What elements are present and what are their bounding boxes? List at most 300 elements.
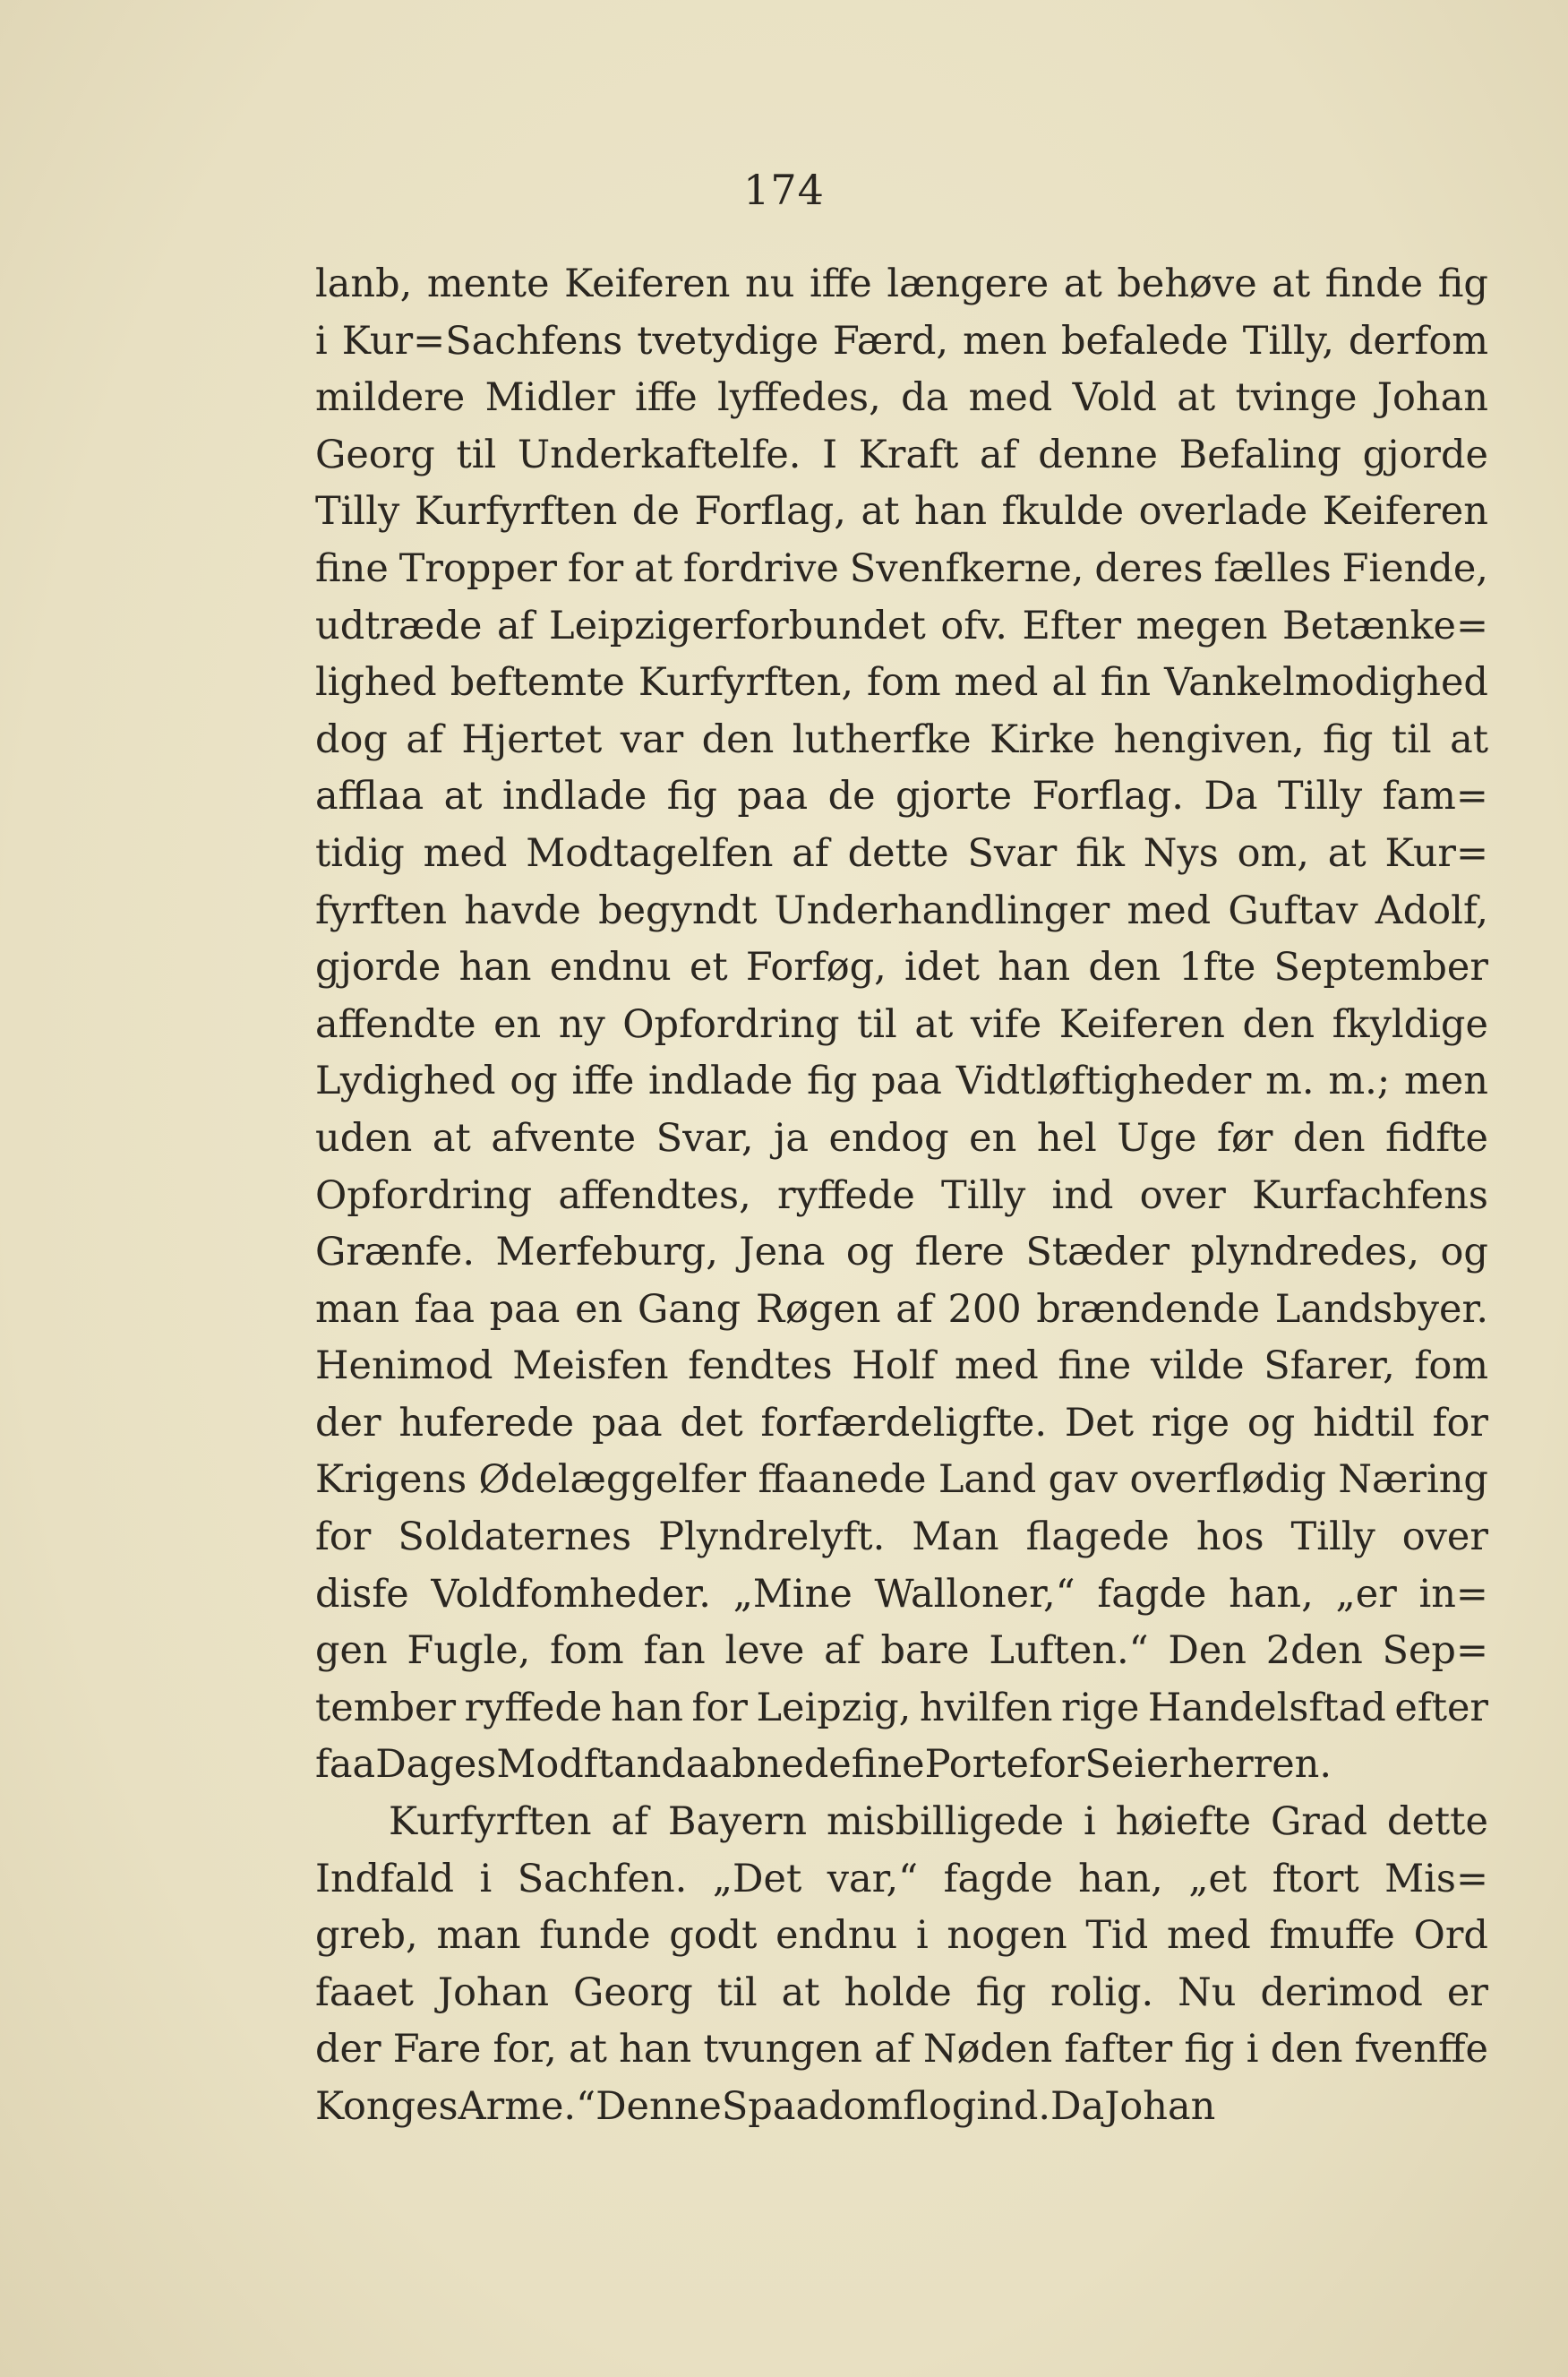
word: faa: [315, 1742, 376, 1788]
word: Forflag,: [694, 489, 846, 535]
word: over: [1401, 1515, 1488, 1560]
word: at: [1272, 262, 1311, 306]
word: et: [689, 945, 728, 991]
text-line: [315, 1111, 1488, 1168]
word: tember: [315, 1685, 457, 1730]
word: ffaanede: [758, 1457, 927, 1503]
word: fig: [1437, 262, 1488, 306]
word: Det: [1064, 1400, 1135, 1446]
word: gav: [1048, 1457, 1118, 1503]
word: hidtil: [1313, 1400, 1415, 1446]
word: Bayern: [667, 1799, 808, 1845]
word: Johan: [1104, 2084, 1216, 2129]
word: fine: [851, 1742, 925, 1788]
text-line: [315, 1452, 1488, 1509]
word: hos: [1195, 1515, 1264, 1560]
word: Tilly: [315, 489, 400, 535]
word: Færd,: [833, 318, 949, 364]
word: disfe: [315, 1571, 409, 1617]
word: Fiende,: [1341, 545, 1488, 591]
word: Kurfachfens: [1252, 1172, 1488, 1218]
word: Walloner,“: [874, 1571, 1075, 1617]
word: Uge: [1117, 1115, 1197, 1161]
word: hvilfen: [919, 1685, 1053, 1730]
word: han,: [1229, 1571, 1314, 1617]
word: m.: [1265, 1059, 1315, 1104]
word: Befaling: [1178, 432, 1341, 477]
word: for: [315, 1515, 372, 1560]
word: fik: [1075, 830, 1125, 876]
word: 2den: [1265, 1628, 1363, 1674]
word: det: [680, 1400, 743, 1446]
word: de: [827, 774, 876, 820]
word: fagde: [1097, 1571, 1207, 1617]
word: „et: [1188, 1856, 1247, 1901]
word: aabnede: [685, 1742, 852, 1788]
word: med: [1127, 888, 1212, 933]
word: og: [1247, 1400, 1296, 1446]
word: overflødig: [1129, 1457, 1327, 1503]
word: at: [861, 489, 900, 535]
word: ind.: [976, 2084, 1051, 2129]
word: flog: [903, 2084, 977, 2129]
word: Kurfyrften: [414, 489, 618, 535]
word: Georg: [315, 432, 435, 477]
word: Næring: [1338, 1457, 1488, 1503]
word: gjorde: [315, 945, 441, 991]
word: godt: [669, 1913, 758, 1959]
word: flere: [914, 1230, 1005, 1275]
word: fom: [867, 660, 941, 706]
word: bare: [880, 1628, 970, 1674]
word: han: [619, 2027, 692, 2072]
word: med: [954, 660, 1039, 706]
word: havde: [464, 888, 581, 933]
word: for,: [493, 2027, 557, 2072]
word: Fare: [392, 2027, 482, 2072]
word: af: [496, 603, 535, 648]
word: finde: [1324, 262, 1424, 306]
word: funde: [539, 1913, 651, 1959]
text-line: [315, 1224, 1488, 1282]
word: han,: [1078, 1856, 1163, 1901]
word: hel: [1036, 1115, 1097, 1161]
word: Sep=: [1382, 1628, 1488, 1674]
word: fine: [315, 545, 389, 591]
word: var: [620, 717, 684, 762]
word: megen: [1135, 603, 1268, 648]
word: fig: [1184, 2027, 1235, 2072]
word: i: [315, 318, 328, 364]
word: Georg: [573, 1969, 693, 2015]
word: om,: [1237, 830, 1309, 876]
word: med: [968, 375, 1053, 421]
word: rige: [1151, 1400, 1230, 1446]
word: Landsbyer.: [1274, 1286, 1488, 1332]
word: af: [406, 717, 443, 762]
word: efter: [1394, 1685, 1488, 1730]
word: i: [1083, 1799, 1096, 1845]
word: Leipzigerforbundet: [549, 603, 926, 648]
word: 200: [947, 1286, 1022, 1332]
word: flagede: [1025, 1515, 1170, 1560]
text-line: [315, 1282, 1488, 1339]
word: Jena: [739, 1230, 826, 1275]
word: Kirke: [990, 717, 1096, 762]
word: Vold: [1072, 375, 1157, 421]
word: lighed: [315, 660, 437, 706]
word: men: [1404, 1059, 1488, 1104]
word: ofv.: [940, 603, 1007, 648]
word: Tropper: [398, 545, 557, 591]
text-line: [315, 1794, 1488, 1851]
word: September: [1273, 945, 1488, 991]
text-line: [315, 768, 1488, 826]
word: Land: [938, 1457, 1037, 1503]
word: Den: [1168, 1628, 1247, 1674]
word: beftemte: [450, 660, 625, 706]
word: plyndredes,: [1190, 1230, 1420, 1275]
word: Sfarer,: [1264, 1343, 1395, 1389]
text-line: [315, 1566, 1488, 1624]
word: Man: [912, 1515, 999, 1560]
word: iffe: [571, 1059, 635, 1104]
word: Midler: [484, 375, 615, 421]
word: tvungen: [703, 2027, 863, 2072]
word: han: [458, 945, 532, 991]
word: Arme.“: [458, 2084, 596, 2129]
word: at: [1063, 262, 1102, 306]
text-line: [315, 541, 1488, 598]
word: paa: [871, 1059, 942, 1104]
word: til: [1391, 717, 1432, 762]
word: fordrive: [682, 545, 839, 591]
word: Vidtløftigheder: [955, 1059, 1252, 1104]
word: nu: [745, 262, 795, 306]
word: mente: [426, 262, 550, 306]
text-line: [315, 940, 1488, 997]
word: misbilligede: [827, 1799, 1065, 1845]
word: en: [575, 1286, 623, 1332]
word: Soldaternes: [398, 1515, 632, 1560]
word: leve: [724, 1628, 805, 1674]
word: Tilly: [941, 1172, 1026, 1218]
word: I: [822, 432, 838, 477]
word: fagde: [943, 1856, 1053, 1901]
word: lanb,: [315, 262, 413, 306]
text-line: [315, 655, 1488, 712]
word: Underhandlinger: [774, 888, 1110, 933]
text-line: [315, 1623, 1488, 1680]
word: Handelsftad: [1147, 1685, 1386, 1730]
word: forfærdeligfte.: [760, 1400, 1048, 1446]
text-line: [315, 1395, 1488, 1453]
text-line: [315, 2021, 1488, 2079]
word: Fugle,: [407, 1628, 531, 1674]
word: at: [432, 1115, 471, 1161]
word: at: [443, 774, 483, 820]
text-line: [315, 598, 1488, 656]
word: al: [1051, 660, 1087, 706]
word: Kur=: [1384, 830, 1488, 876]
text-line: [315, 826, 1488, 883]
word: Stæder: [1025, 1230, 1170, 1275]
word: at: [781, 1969, 820, 2015]
word: fom: [1414, 1343, 1488, 1389]
word: Nøden: [922, 2027, 1053, 2072]
word: lyffedes,: [717, 375, 881, 421]
word: fyrften: [315, 888, 448, 933]
word: Betænke=: [1282, 603, 1488, 648]
word: til: [456, 432, 497, 477]
word: og: [510, 1059, 558, 1104]
word: overlade: [1138, 489, 1308, 535]
word: Svar: [967, 830, 1058, 876]
word: Meisfen: [512, 1343, 669, 1389]
word: faaet: [315, 1969, 414, 2015]
word: Keiferen: [1058, 1001, 1225, 1047]
word: fan: [643, 1628, 706, 1674]
word: Tilly: [1290, 1515, 1375, 1560]
word: for: [567, 545, 624, 591]
word: i: [915, 1913, 929, 1959]
word: der: [315, 1400, 381, 1446]
word: fig: [1323, 717, 1374, 762]
word: Gang: [637, 1286, 741, 1332]
word: Johan: [1376, 375, 1488, 421]
word: den: [1270, 2027, 1343, 2072]
word: paa: [489, 1286, 561, 1332]
word: deres: [1094, 545, 1204, 591]
word: Lydighed: [315, 1059, 496, 1104]
word: Nu: [1178, 1969, 1237, 2015]
word: men: [963, 318, 1048, 364]
word: Denne: [595, 2084, 722, 2129]
word: at: [1450, 717, 1488, 762]
word: og: [845, 1230, 895, 1275]
word: Tilly,: [1242, 318, 1334, 364]
word: fidfte: [1385, 1115, 1488, 1161]
word: han: [610, 1685, 683, 1730]
word: da: [901, 375, 949, 421]
word: fafter: [1064, 2027, 1173, 2072]
word: at: [634, 545, 673, 591]
word: paa: [591, 1400, 663, 1446]
word: Efter: [1022, 603, 1122, 648]
word: man: [315, 1286, 400, 1332]
word: Seierherren.: [1084, 1742, 1332, 1788]
word: Vankelmodighed: [1164, 660, 1488, 706]
word: for: [1432, 1400, 1488, 1446]
word: med: [423, 830, 508, 876]
word: Johan: [437, 1969, 550, 2015]
word: Kur=Sachfens: [341, 318, 623, 364]
word: dette: [847, 830, 949, 876]
word: Røgen: [755, 1286, 881, 1332]
word: Forflag.: [1032, 774, 1184, 820]
word: uden: [315, 1115, 413, 1161]
word: af: [792, 830, 829, 876]
word: den: [701, 717, 775, 762]
word: og: [1440, 1230, 1488, 1275]
text-line: [315, 1737, 1488, 1794]
word: han: [914, 489, 988, 535]
word: fælles: [1213, 545, 1332, 591]
word: fmuffe: [1269, 1913, 1395, 1959]
text-line: [315, 427, 1488, 485]
word: befalede: [1061, 318, 1229, 364]
word: Tilly: [1277, 774, 1363, 820]
word: den: [1088, 945, 1161, 991]
word: med: [954, 1343, 1039, 1389]
word: Luften.“: [989, 1628, 1149, 1674]
word: begyndt: [598, 888, 758, 933]
word: er: [1446, 1969, 1488, 2015]
text-line: [315, 1908, 1488, 1965]
word: Keiferen: [564, 262, 731, 306]
word: fom: [550, 1628, 624, 1674]
word: Kurfyrften: [389, 1799, 592, 1845]
word: af: [611, 1799, 648, 1845]
word: endnu: [775, 1913, 898, 1959]
word: fvenffe: [1354, 2027, 1488, 2072]
word: indlade: [648, 1059, 793, 1104]
text-line: [315, 484, 1488, 541]
word: Grænfe.: [315, 1230, 476, 1275]
word: Kurfyrften,: [638, 660, 854, 706]
text-line: [315, 1168, 1488, 1225]
word: „Det: [712, 1856, 802, 1901]
word: Plyndrelyft.: [658, 1515, 886, 1560]
word: til: [857, 1001, 897, 1047]
word: ftort: [1272, 1856, 1359, 1901]
word: Forføg,: [745, 945, 887, 991]
body-text: [315, 256, 1488, 2136]
word: idet: [904, 945, 980, 991]
word: rige: [1060, 1685, 1140, 1730]
word: Ødelæggelfer: [478, 1457, 747, 1503]
word: in=: [1418, 1571, 1488, 1617]
word: Opfordring: [315, 1172, 533, 1218]
word: Svar,: [655, 1115, 754, 1161]
text-line: [315, 1053, 1488, 1111]
word: man: [436, 1913, 521, 1959]
word: ryffede: [776, 1172, 915, 1218]
word: Da: [1050, 2084, 1105, 2129]
word: før: [1217, 1115, 1273, 1161]
word: gjorte: [895, 774, 1013, 820]
word: at: [1177, 375, 1216, 421]
word: for: [1028, 1742, 1085, 1788]
word: udtræde: [315, 603, 483, 648]
word: Underkaftelfe.: [517, 432, 801, 477]
word: indlade: [501, 774, 647, 820]
text-line: [315, 997, 1488, 1054]
text-line: [315, 1338, 1488, 1395]
word: mildere: [315, 375, 466, 421]
word: Modtagelfen: [526, 830, 774, 876]
word: i: [479, 1856, 493, 1901]
word: endog: [828, 1115, 949, 1161]
word: Svenfkerne,: [849, 545, 1084, 591]
text-line: [315, 1680, 1488, 1738]
word: af: [979, 432, 1017, 477]
word: af: [824, 1628, 861, 1674]
word: med: [1167, 1913, 1251, 1959]
word: de: [631, 489, 680, 535]
word: dette: [1386, 1799, 1488, 1845]
word: af: [874, 2027, 912, 2072]
word: han: [998, 945, 1071, 991]
text-line: [315, 313, 1488, 371]
word: faa: [414, 1286, 475, 1332]
word: ind: [1051, 1172, 1114, 1218]
word: høiefte: [1115, 1799, 1252, 1845]
word: fig: [807, 1059, 858, 1104]
word: iffe: [634, 375, 698, 421]
word: Merfeburg,: [495, 1230, 718, 1275]
word: fendtes: [688, 1343, 833, 1389]
word: tvinge: [1235, 375, 1358, 421]
word: Opfordring: [622, 1001, 840, 1047]
word: nogen: [947, 1913, 1067, 1959]
word: fam=: [1382, 774, 1488, 820]
word: ny: [558, 1001, 605, 1047]
word: en: [969, 1115, 1017, 1161]
word: holde: [844, 1969, 952, 2015]
word: fkyldige: [1332, 1001, 1488, 1047]
word: Adolf,: [1375, 888, 1488, 933]
word: tvetydige: [637, 318, 819, 364]
word: rolig.: [1050, 1969, 1154, 2015]
text-line: [315, 370, 1488, 427]
word: Nys: [1143, 830, 1219, 876]
text-line: [315, 1851, 1488, 1909]
word: der: [315, 2027, 381, 2072]
word: Konges: [315, 2084, 458, 2129]
word: at: [914, 1001, 954, 1047]
word: en: [493, 1001, 542, 1047]
word: fine: [1058, 1343, 1132, 1389]
word: Leipzig,: [756, 1685, 912, 1730]
text-line: [315, 883, 1488, 940]
word: Porte: [924, 1742, 1029, 1788]
word: fig: [975, 1969, 1027, 2015]
word: vilde: [1150, 1343, 1245, 1389]
text-line: [315, 1509, 1488, 1566]
word: gen: [315, 1628, 388, 1674]
word: Henimod: [315, 1343, 493, 1389]
word: greb,: [315, 1913, 418, 1959]
word: Hjertet: [461, 717, 603, 762]
word: brændende: [1036, 1286, 1261, 1332]
word: „Mine: [733, 1571, 853, 1617]
word: længere: [887, 262, 1050, 306]
word: Indfald: [315, 1856, 455, 1901]
word: Ord: [1413, 1913, 1488, 1959]
word: Kraft: [858, 432, 959, 477]
word: i: [1246, 2027, 1259, 2072]
word: fkulde: [1001, 489, 1125, 535]
word: Modftand: [496, 1742, 686, 1788]
word: afflaа: [315, 774, 424, 820]
word: dog: [315, 717, 388, 762]
word: huferedе: [398, 1400, 575, 1446]
word: fin: [1100, 660, 1152, 706]
word: Krigens: [315, 1457, 467, 1503]
text-line: [315, 712, 1488, 769]
word: behøve: [1117, 262, 1257, 306]
